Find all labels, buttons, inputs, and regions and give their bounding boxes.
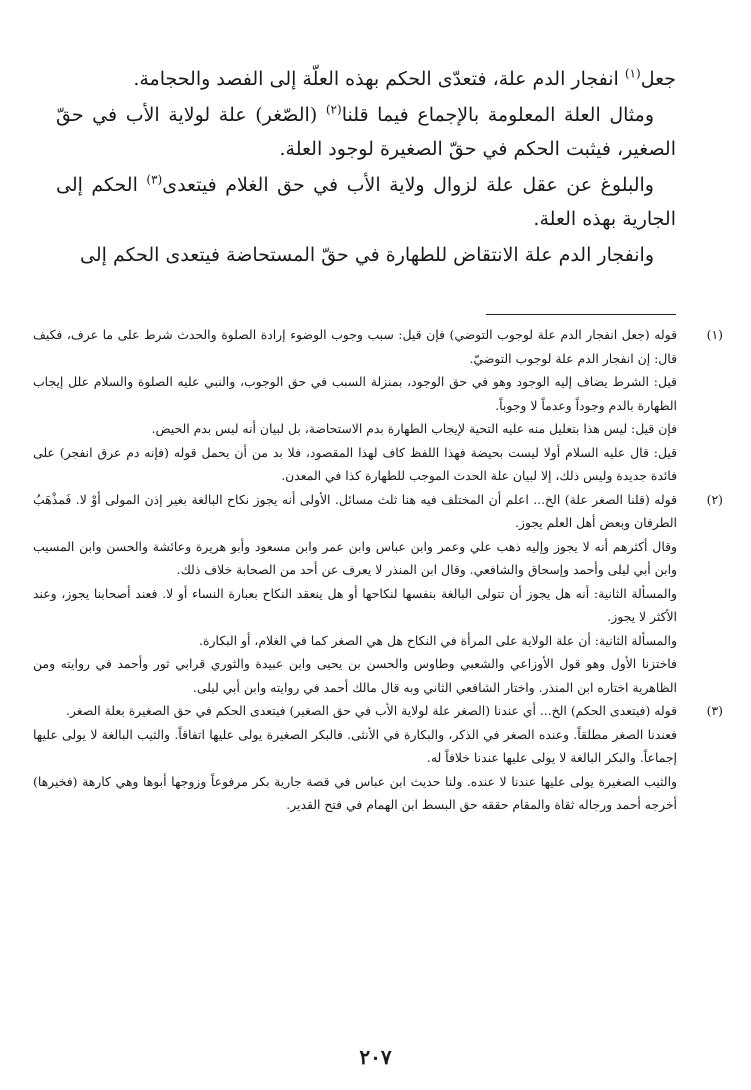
footnote-1 <box>33 323 723 488</box>
main-text <box>56 62 676 274</box>
main-paragraph-4: وانفجار الدم علة الانتقاض للطهارة في حقّ المستحاضة فيتعدى الحكم إلى <box>80 244 654 266</box>
footnote-paragraph: فاختزنا الأول وهو قول الأوزاعي والشعبي وطاوس والحسن بن يحيى وابن عبيدة والثوري قرابي ثور وأحمد في روايته ومن الظاهرية اختاره ابن المنذر. واختار الشافعي الثاني وبه قال مالك أحمد في روايته وابن أبي ليلى. <box>33 656 677 695</box>
footnote-body <box>33 699 677 817</box>
footnote-paragraph: قيل: الشرط يضاف إليه الوجود وهو في حق الوجود، بمنزلة السبب في حق الوجوب، والنبي عليه الصلوة والسلام علل إيجاب الطهارة بالدم وجوداً وعدماً لا وجوباً. <box>33 374 677 413</box>
footnote-2 <box>33 488 723 700</box>
footnote-paragraph: قيل: قال عليه السلام أولا ليست بحيضة فهذا اللفظ كاف لهذا المقصود، فلا بد من أن يحمل قوله (فإنه دم عرق انفجر) على فائدة جديدة وليس ذلك، إلا لبيان علة الحدث الموجب للطهارة كذا في المعدن. <box>33 444 677 483</box>
footnote-divider <box>486 314 676 315</box>
main-text-segment: والبلوغ عن عقل علة لزوال ولاية الأب في حق الغلام فيتعدى <box>162 174 654 196</box>
footnote-ref-3[interactable]: (٣) <box>146 172 163 187</box>
footnote-paragraph: والمسألة الثانية: أنه هل يجوز أن تتولى البالغة بنفسها لنكاحها أو هل ينعقد النكاح بعبارة النساء أو لا. فعند أصحابنا يجوز، وعند الأكثر لا يجوز. <box>33 585 677 624</box>
main-text-segment: انفجار الدم علة، فتعدّى الحكم بهذه العلّة إلى الفصد والحجامة. <box>133 68 619 90</box>
main-text-segment: الحكم إلى الجارية بهذه العلة. <box>56 174 676 230</box>
page-number: ٢٠٧ <box>359 1045 392 1069</box>
footnote-3 <box>33 699 723 817</box>
footnote-paragraph: والمسألة الثانية: أن علة الولاية على المرأة في النكاح هل هي الصغر كما في الغلام، أو البكارة. <box>199 632 677 648</box>
main-text-segment: جعل <box>640 68 676 90</box>
main-text-segment: (الصّغر) علة لولاية الأب في حقّ الصغير، فيثبت الحكم في حقّ الصغيرة لوجود العلة. <box>56 104 676 160</box>
main-paragraph-3 <box>56 168 676 236</box>
footnote-number: (٣) <box>706 703 723 718</box>
footnote-paragraph: والثيب الصغيرة يولى عليها عندنا لا عنده. ولنا حديث ابن عباس في قصة جارية بكر مرفوعاً وزوجها أبوها وهي كارهة (فخيرها) أخرجه أحمد ورجاله ثقاة والمقام حققه حق البسط ابن الهمام في فتح القدير. <box>33 773 677 812</box>
footnote-number: (٢) <box>706 491 723 507</box>
footnote-ref-2[interactable]: (٢) <box>325 102 342 117</box>
main-paragraph-2 <box>56 98 676 166</box>
main-text-segment: ومثال العلة المعلومة بالإجماع فيما قلنا <box>341 104 654 126</box>
main-paragraph-1 <box>56 62 676 96</box>
footnote-paragraph: وقال أكثرهم أنه لا يجوز وإليه ذهب علي وعمر وابن عباس وابن عمر وابن مسعود وأبو هريرة وعائشة والحسن وابن المسيب وابن أبي ليلى وأحمد وإسحاق والشافعي. وقال ابن المنذر لا يعرف عن أحد من الصحابة خلاف ذلك. <box>33 538 677 577</box>
footnote-paragraph: قوله (فيتعدى الحكم) الخ... أي عندنا (الصغر علة لولاية الأب في حق الصغير) فيتعدى الحكم في حق الصغيرة بعلة الصغر. <box>65 703 677 718</box>
footnote-paragraph: قوله (جعل انفجار الدم علة لوجوب التوضي) فإن قيل: سبب وجوب الوضوء إرادة الصلوة والحدث شرط على ما عرف، فكيف قال: إن انفجار الدم علة لوجوب التوضيّ. <box>33 327 677 366</box>
footnote-paragraph: فإن قيل: ليس هذا بتعليل منه عليه التحية لإيجاب الطهارة بدم الاستحاضة، بل لبيان أنه ليس بدم الحيض. <box>151 421 677 436</box>
footnotes <box>33 323 723 817</box>
footnote-number: (١) <box>706 327 723 342</box>
footnote-paragraph: فعندنا الصغر مطلقاً. وعنده الصغر في الذكر، والبكارة في الأنثى. فالبكر الصغيرة يولى عليها اتفاقاً. والثيب البالغة لا يولى عليها إجماعاً. والبكر البالغة لا يولى عليها عندنا خلافاً له. <box>33 726 677 765</box>
footnote-body <box>33 323 677 488</box>
footnote-paragraph: قوله (قلنا الصغر علة) الخ... اعلم أن المختلف فيه هنا ثلث مسائل. الأولى أنه يجوز نكاح البالغة بغير إذن المولى أوْ لا. فَمذْهَبُ الطرفان وبعض أهل العلم يجوز. <box>33 491 677 530</box>
footnote-ref-1[interactable]: (١) <box>624 66 641 81</box>
footnote-body <box>33 488 677 700</box>
